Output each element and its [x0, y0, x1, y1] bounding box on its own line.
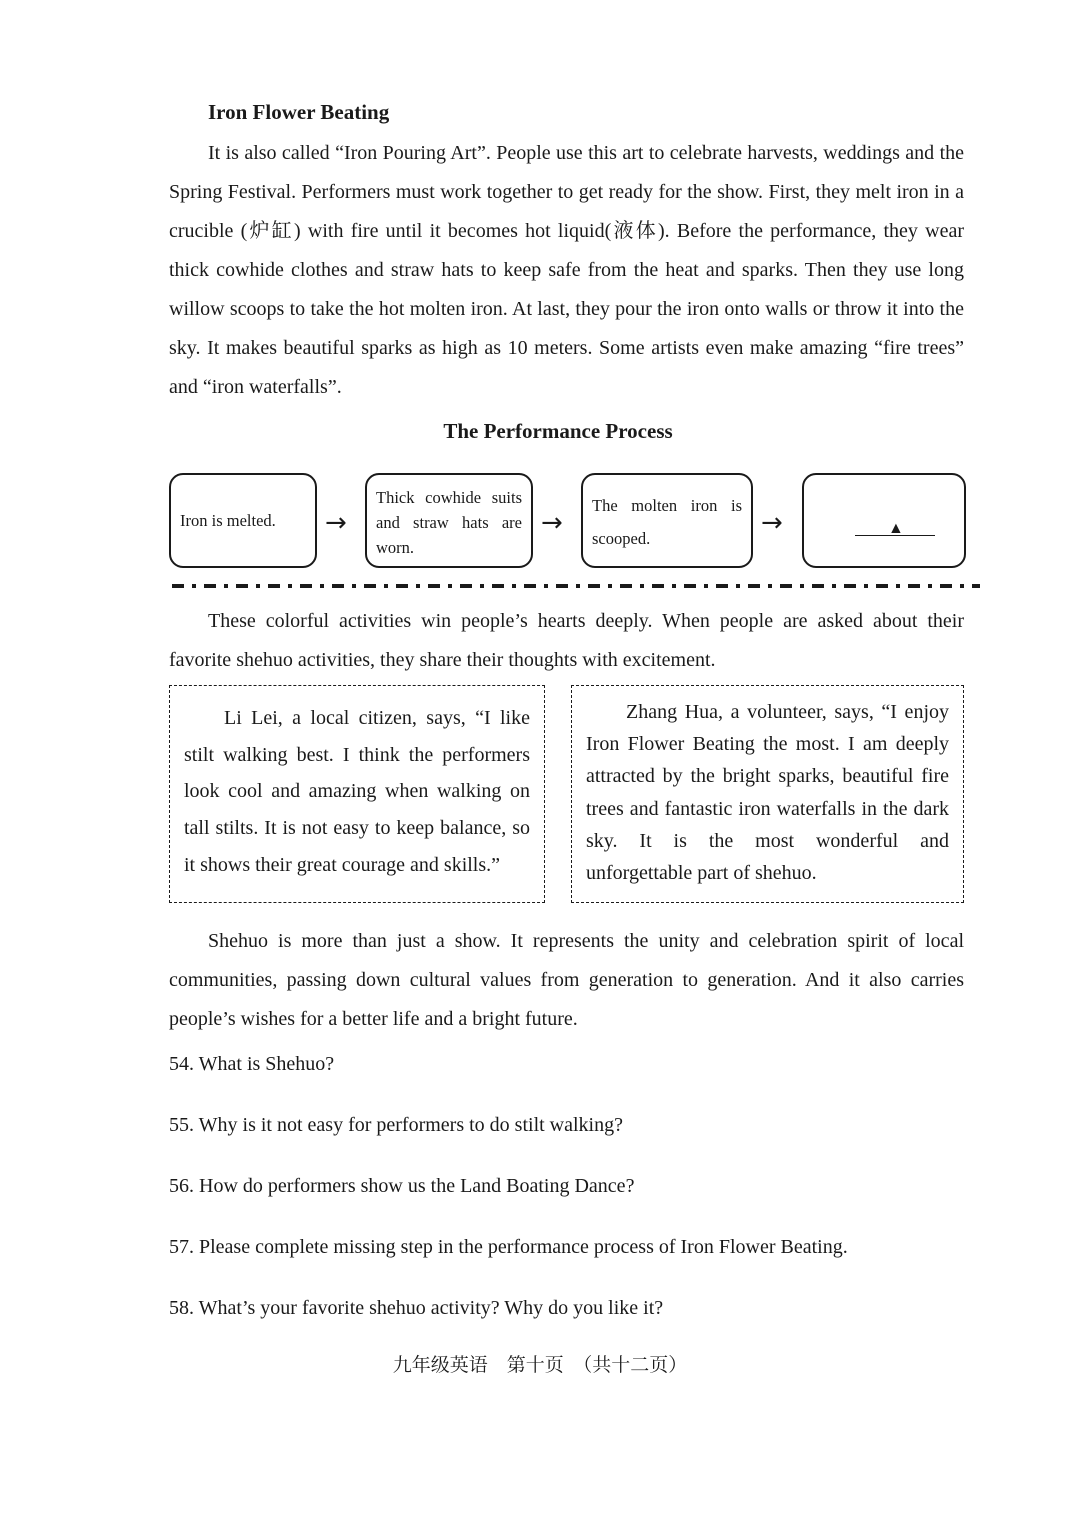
quote-box-li-lei	[169, 685, 545, 903]
process-step-3-text: The molten iron is scooped.	[592, 496, 742, 548]
process-title: The Performance Process	[443, 419, 673, 443]
paragraph-opinions	[169, 602, 964, 680]
quote-box-zhang-hua	[571, 685, 964, 903]
paragraph-intro	[169, 134, 964, 407]
answer-blank-line	[855, 535, 935, 536]
quote-zhang-hua-text: Zhang Hua, a volunteer, says, “I enjoy Iron Flower Beating the most. I am deeply attracted by the bright sparks, beautiful fire trees and fantastic iron waterfalls in the dark sky. It is the most wonderful and unforgettable part of shehuo.	[586, 701, 949, 885]
process-step-3	[581, 473, 753, 568]
quote-li-lei-text: Li Lei, a local citizen, says, “I like stilt walking best. I think the performers look cool and amazing when walking on tall stilts. It is not easy to keep balance, so it shows their great courage and skills.”	[184, 707, 530, 876]
question-54: 54. What is Shehuo?	[169, 1053, 335, 1075]
arrow-right-icon: →	[541, 508, 563, 538]
process-step-2	[365, 473, 533, 568]
paragraph-opinions-text: These colorful activities win people’s hearts deeply. When people are asked about their favorite shehuo activities, they share their thoughts with excitement.	[169, 610, 964, 671]
question-56: 56. How do performers show us the Land Boating Dance?	[169, 1175, 635, 1197]
process-step-1	[169, 473, 317, 568]
process-step-1-text: Iron is melted.	[180, 511, 276, 530]
question-58: 58. What’s your favorite shehuo activity? Why do you like it?	[169, 1297, 664, 1319]
paragraph-conclusion-text: Shehuo is more than just a show. It represents the unity and celebration spirit of local communities, passing down cultural values from generation to generation. And it also carries people’s wishes for a better life and a bright future.	[169, 930, 964, 1030]
process-step-4-blank	[802, 473, 966, 568]
section-title: Iron Flower Beating	[208, 100, 390, 124]
question-57: 57. Please complete missing step in the performance process of Iron Flower Beating.	[169, 1236, 848, 1258]
process-step-2-text: Thick cowhide suits and straw hats are worn.	[376, 488, 522, 557]
page-footer: 九年级英语 第十页 （共十二页）	[392, 1354, 688, 1376]
paragraph-conclusion	[169, 922, 964, 1039]
arrow-right-icon: →	[761, 508, 783, 538]
arrow-right-icon: →	[325, 508, 347, 538]
blank-marker-icon: ▲	[888, 520, 904, 537]
question-55: 55. Why is it not easy for performers to do stilt walking?	[169, 1114, 623, 1136]
paragraph-intro-text: It is also called “Iron Pouring Art”. People use this art to celebrate harvests, weddings and the Spring Festival. Performers must work together to get ready for the show. First, they melt iron in a crucible (炉缸) with fire until it becomes hot liquid(液体). Before the performance, they wear thick cowhide clothes and straw hats to keep safe from the heat and sparks. Then they use long willow scoops to take the hot molten iron. At last, they pour the iron onto walls or throw it into the sky. It makes beautiful sparks as high as 10 meters. Some artists even make amazing “fire trees” and “iron waterfalls”.	[169, 142, 964, 398]
section-divider	[172, 584, 980, 588]
